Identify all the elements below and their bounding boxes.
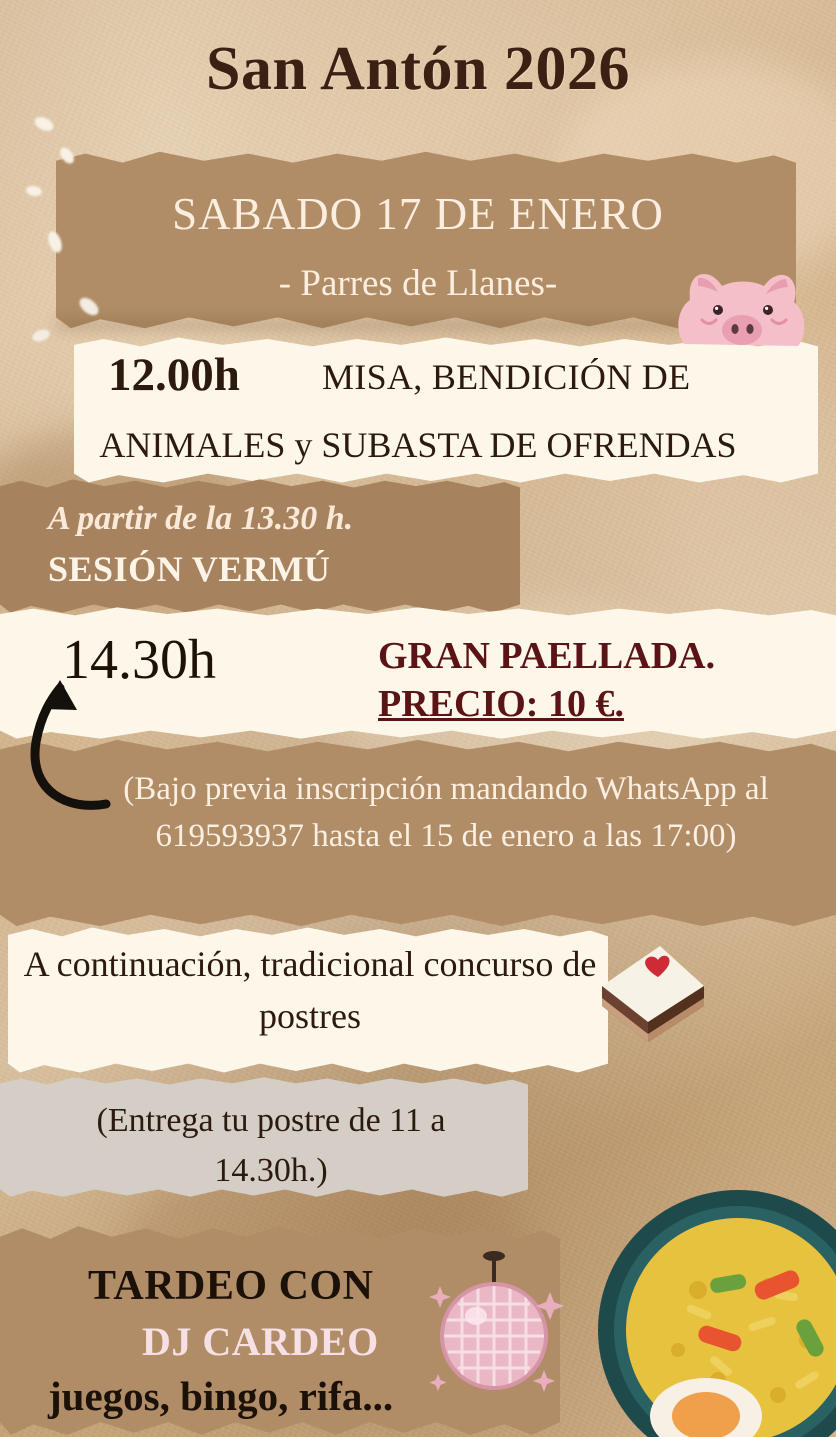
page-title: San Antón 2026 xyxy=(206,35,630,103)
evening-dj-name: DJ CARDEO xyxy=(142,1319,379,1364)
mass-time: 12.00h xyxy=(108,349,240,401)
evening-line1: TARDEO CON xyxy=(88,1263,374,1309)
mass-text-line1: MISA, BENDICIÓN DE xyxy=(322,357,691,397)
event-date: SABADO 17 DE ENERO xyxy=(172,189,664,239)
dessert-contest-text: A continuación, tradicional concurso de postres xyxy=(23,944,597,1036)
vermouth-label: SESIÓN VERMÚ xyxy=(48,549,331,589)
speck-6 xyxy=(31,327,52,343)
pig-sticker-icon xyxy=(672,252,812,372)
speck-1 xyxy=(32,114,55,133)
vermouth-time: A partir de la 13.30 h. xyxy=(48,500,354,537)
strip-vermouth xyxy=(0,478,520,614)
paella-price: PRECIO: 10 €. xyxy=(378,683,624,725)
cake-slice-icon xyxy=(588,930,718,1060)
paella-time: 14.30h xyxy=(62,629,216,691)
registration-note: (Bajo previa inscripción mandando WhatsApp al 619593937 hasta el 15 de enero a las 17:00) xyxy=(123,771,769,854)
paella-pan-icon xyxy=(578,1180,836,1437)
mass-text-line2: ANIMALES y SUBASTA DE OFRENDAS xyxy=(99,425,737,465)
curved-arrow-icon xyxy=(14,676,124,816)
paella-title: GRAN PAELLADA. xyxy=(378,635,716,677)
dessert-delivery-text: (Entrega tu postre de 11 a 14.30h.) xyxy=(96,1102,446,1189)
disco-ball-icon xyxy=(424,1248,564,1398)
evening-activities: juegos, bingo, rifa... xyxy=(48,1373,394,1419)
event-place: - Parres de Llanes- xyxy=(278,263,558,304)
